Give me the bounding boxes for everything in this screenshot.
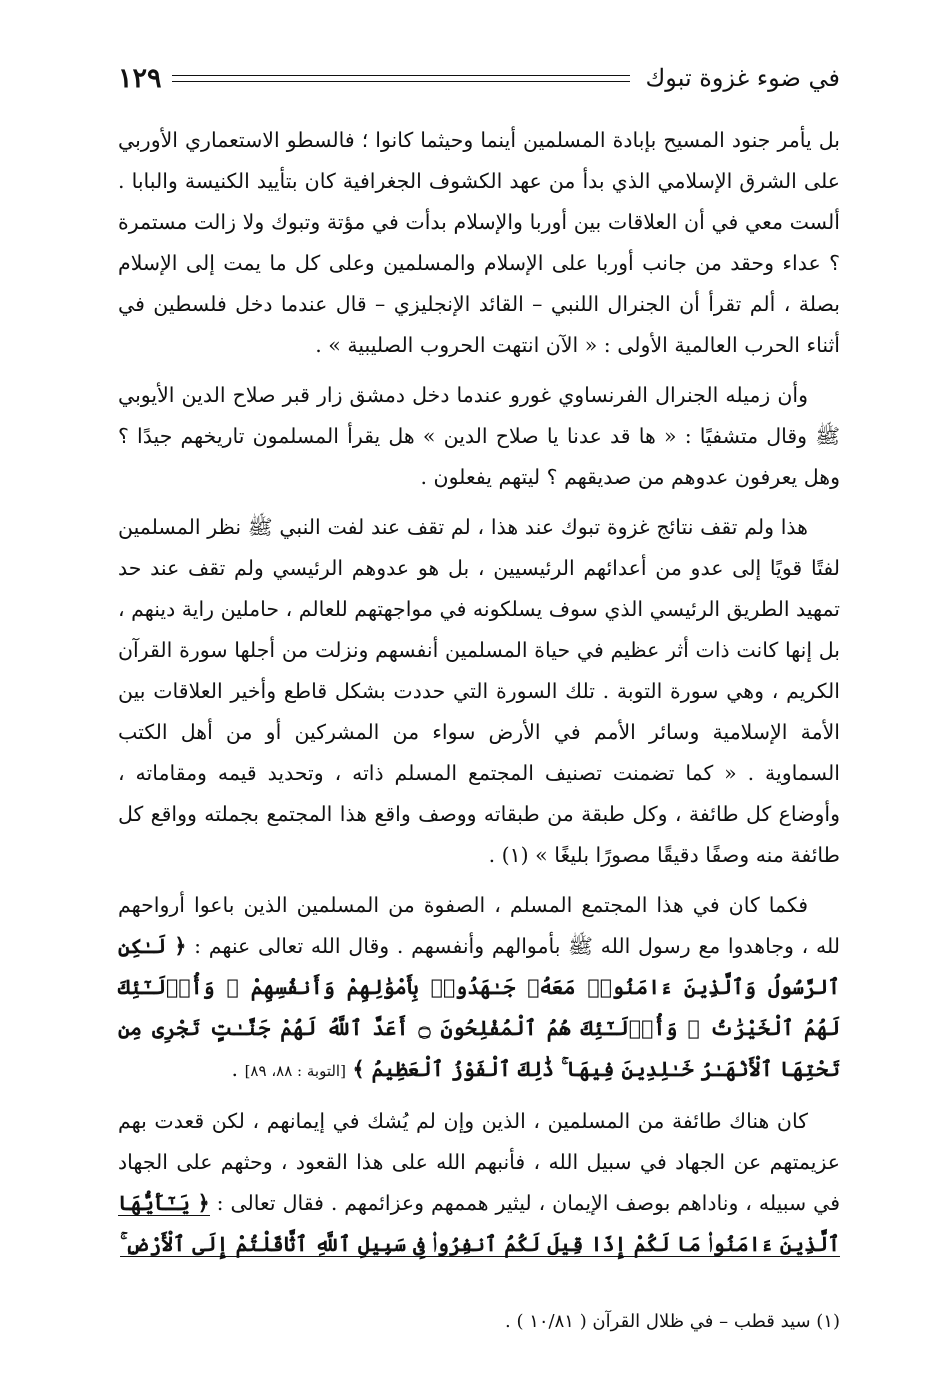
paragraph: وأن زميله الجنرال الفرنساوي غورو عندما دخل دمشق زار قبر صلاح الدين الأيوبي ﷺ وقال متشفيًا : « ها قد عدنا يا صلاح الدين » هل يقرأ المسلمون تاريخهم جيدًا ؟ وهل يعرفون عدوهم من صديقهم ؟ ليتهم يفعلون . <box>118 383 840 489</box>
paragraph: بل يأمر جنود المسيح بإبادة المسلمين أينما وحيثما كانوا ؛ فالسطو الاستعماري الأوربي على الشرق الإسلامي الذي بدأ من عهد الكشوف الجغرافية كان بتأييد الكنيسة والبابا . ألست معي في أن العلاقات بين أوربا والإسلام بدأت في مؤتة وتبوك ولا زالت مستمرة ؟ عداء وحقد من جانب أوربا على الإسلام والمسلمين وعلى كل ما يمت إلى الإسلام بصلة ، ألم تقرأ أن الجنرال اللنبي – القائد الإنجليزي – قال عندما دخل فلسطين في أثناء الحرب العالمية الأولى : « الآن انتهت الحروب الصليبية » . <box>118 128 840 357</box>
paragraph-text: كان هناك طائفة من المسلمين ، الذين وإن لم يُشك في إيمانهم ، لكن قعدت بهم عزيمتهم عن الجهاد في سبيل الله ، فأنبهم الله على هذا القعود ، وحثهم على الجهاد في سبيله ، وناداهم بوصف الإيمان ، ليثير هممهم وعزائمهم . فقال تعالى : <box>118 1109 840 1215</box>
quran-verse: ﴿ يَـٰٓأَيُّهَا ٱلَّذِينَ ءَامَنُوا۟ مَا لَكُمْ إِذَا قِيلَ لَكُمُ ٱنفِرُوا۟ فِى سَبِيلِ ٱللَّهِ ٱثَّاقَلْتُمْ إِلَى ٱلْأَرْضِ ۚ <box>118 1191 840 1256</box>
header-double-rule <box>172 75 630 82</box>
paragraph: هذا ولم تقف نتائج غزوة تبوك عند هذا ، لم تقف عند لفت النبي ﷺ نظر المسلمين لفتًا قويًا إلى عدو من أعدائهم الرئيسيين ، بل هو عدوهم الرئيسي ولم تقف عند حد تمهيد الطريق الرئيسي الذي سوف يسلكونه في مواجهتهم للعالم ، حاملين راية دينهم ، بل إنها كانت ذات أثر عظيم في حياة المسلمين أنفسهم ونزلت من أجلها سورة القرآن الكريم ، وهي سورة التوبة . تلك السورة التي حددت بشكل قاطع وأخير العلاقات بين الأمة الإسلامية وسائر الأمم في الأرض سواء من المشركين أو من أهل الكتب السماوية . « كما تضمنت تصنيف المجتمع المسلم ذاته ، وتحديد قيمه ومقاماته ، وأوضاع كل طائفة ، وكل طبقة من طبقاته ووصف واقع هذا المجتمع بجملته وواقع كل طائفة منه وصفًا دقيقًا مصورًا بليغًا » (١) . <box>118 515 840 867</box>
running-title: في ضوء غزوة تبوك <box>645 64 840 92</box>
period: . <box>231 1057 245 1081</box>
page-number: ١٢٩ <box>118 62 162 94</box>
paragraph <box>118 1101 840 1265</box>
paragraph-text: فكما كان في هذا المجتمع المسلم ، الصفوة من المسلمين الذين باعوا أرواحهم لله ، وجاهدوا مع رسول الله ﷺ بأموالهم وأنفسهم . وقال الله تعالى عنهم : <box>118 893 840 958</box>
book-page <box>118 58 840 1348</box>
paragraph <box>118 885 840 1092</box>
body-text <box>118 120 840 1265</box>
verse-reference: [التوبة : ٨٨، ٨٩] <box>244 1062 346 1080</box>
quran-verse: ﴿ لَـٰكِنِ ٱلرَّسُولُ وَٱلَّذِينَ ءَامَنُوا۟ مَعَهُۥ جَـٰهَدُوا۟ بِأَمْوَٰلِهِمْ وَأَنفُسِهِمْ ۚ وَأُو۟لَـٰٓئِكَ لَهُمُ ٱلْخَيْرَٰتُ ۖ وَأُو۟لَـٰٓئِكَ هُمُ ٱلْمُفْلِحُونَ ۝ أَعَدَّ ٱللَّهُ لَهُمْ جَنَّـٰتٍ تَجْرِى مِن تَحْتِهَا ٱلْأَنْهَـٰرُ خَـٰلِدِينَ فِيهَا ۚ ذَٰلِكَ ٱلْفَوْزُ ٱلْعَظِيمُ ﴾ <box>118 934 840 1081</box>
page-header <box>118 58 840 98</box>
footnote: (١) سيد قطب – في ظلال القرآن ( ١٠/٨١ ) . <box>505 1311 840 1332</box>
